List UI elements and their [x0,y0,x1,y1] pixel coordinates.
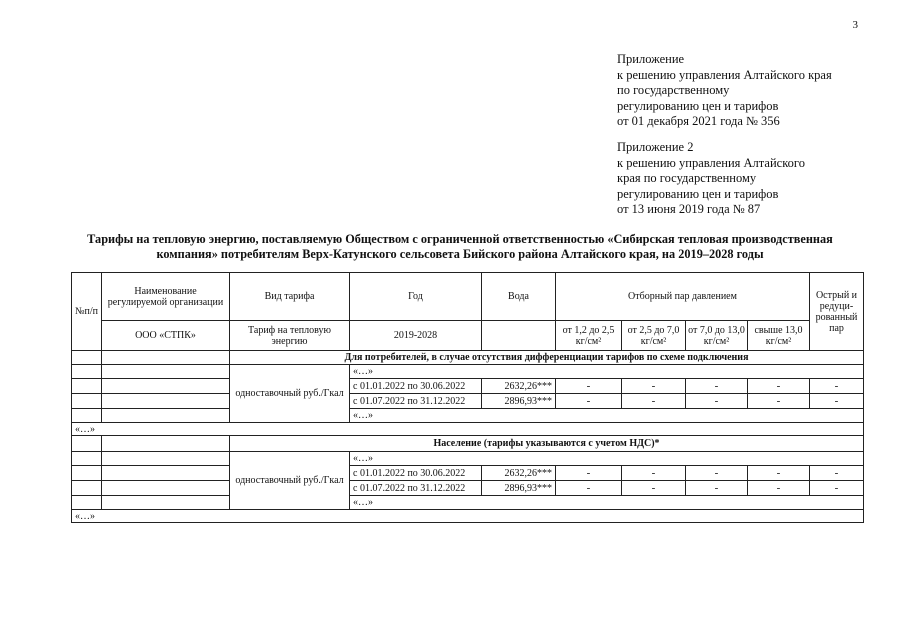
empty-cell [102,481,230,496]
period-cell: с 01.07.2022 по 31.12.2022 [350,481,482,496]
section-1-tariff-kind: одноставочный руб./Гкал [230,365,350,423]
section-2-title: Население (тарифы указываются с учетом НДС)* [230,436,864,452]
dash-cell: - [748,394,810,409]
section-2-ellipsis: «…» [350,452,864,466]
document-title-line: компания» потребителям Верх-Катунского сельсовета Бийского района Алтайского края, на 2019–2028 годы [156,247,764,261]
dash-cell: - [810,466,864,481]
dash-cell: - [622,481,686,496]
period-cell: с 01.07.2022 по 31.12.2022 [350,394,482,409]
empty-cell [102,496,230,510]
empty-cell [102,409,230,423]
appendix-1-line: регулированию цен и тарифов [617,98,779,113]
dash-cell: - [556,394,622,409]
empty-cell [72,436,102,452]
empty-cell [72,466,102,481]
dash-cell: - [556,379,622,394]
document-title-line: Тарифы на тепловую энергию, поставляемую Обществом с ограниченной ответственностью «Сибирская тепловая производственная [87,232,833,246]
section-2-ellipsis: «…» [350,496,864,510]
dash-cell: - [622,394,686,409]
dash-cell: - [748,379,810,394]
dash-cell: - [556,466,622,481]
header-sharp-steam: Острый и редуци-рованный пар [810,273,864,351]
water-cell [482,321,556,351]
dash-cell: - [686,481,748,496]
water-value: 2632,26*** [482,466,556,481]
header-num: №п/п [72,273,102,351]
header-year: Год [350,273,482,321]
empty-cell [102,379,230,394]
header-pressure-4: свыше 13,0 кг/см² [748,321,810,351]
dash-cell: - [748,481,810,496]
dash-cell: - [686,466,748,481]
header-steam: Отборный пар давлением [556,273,810,321]
dash-cell: - [622,466,686,481]
water-value: 2896,93*** [482,394,556,409]
header-org: Наименование регулируемой организации [102,273,230,321]
header-pressure-2: от 2,5 до 7,0 кг/см² [622,321,686,351]
empty-cell [102,466,230,481]
empty-cell [72,452,102,466]
separator-ellipsis: «…» [72,423,864,436]
header-pressure-1: от 1,2 до 2,5 кг/см² [556,321,622,351]
appendix-2-block [617,140,805,218]
section-1-ellipsis: «…» [350,365,864,379]
dash-cell: - [686,379,748,394]
document-title [60,232,860,262]
tariff-name: Тариф на тепловую энергию [230,321,350,351]
dash-cell: - [686,394,748,409]
page-number: 3 [852,19,858,31]
empty-cell [72,394,102,409]
section-2-tariff-kind: одноставочный руб./Гкал [230,452,350,510]
empty-cell [72,351,102,365]
header-water: Вода [482,273,556,321]
period-cell: с 01.01.2022 по 30.06.2022 [350,379,482,394]
org-name: ООО «СТПК» [102,321,230,351]
appendix-2-line: Приложение 2 [617,140,694,154]
end-ellipsis: «…» [72,510,864,523]
appendix-2-line: края по государственному [617,171,757,185]
water-value: 2632,26*** [482,379,556,394]
appendix-2-line: к решению управления Алтайского [617,155,805,170]
appendix-2-line: от 13 июня 2019 года № 87 [617,202,761,216]
dash-cell: - [556,481,622,496]
dash-cell: - [810,379,864,394]
period-cell: с 01.01.2022 по 30.06.2022 [350,466,482,481]
empty-cell [72,496,102,510]
empty-cell [102,365,230,379]
appendix-1-block [617,52,832,130]
empty-cell [102,436,230,452]
dash-cell: - [810,394,864,409]
empty-cell [102,452,230,466]
empty-cell [72,365,102,379]
tariff-table [71,272,864,523]
empty-cell [102,351,230,365]
empty-cell [72,481,102,496]
empty-cell [102,394,230,409]
empty-cell [72,409,102,423]
header-pressure-3: от 7,0 до 13,0 кг/см² [686,321,748,351]
appendix-1-line: Приложение [617,52,685,66]
dash-cell: - [748,466,810,481]
appendix-2-line: регулированию цен и тарифов [617,186,779,201]
dash-cell: - [810,481,864,496]
empty-cell [72,379,102,394]
years-range: 2019-2028 [350,321,482,351]
section-1-title: Для потребителей, в случае отсутствия дифференциации тарифов по схеме подключения [230,351,864,365]
appendix-1-line: от 01 декабря 2021 года № 356 [617,114,780,128]
water-value: 2896,93*** [482,481,556,496]
appendix-1-line: к решению управления Алтайского края [617,67,832,82]
dash-cell: - [622,379,686,394]
header-tariff-type: Вид тарифа [230,273,350,321]
section-1-ellipsis: «…» [350,409,864,423]
appendix-1-line: по государственному [617,83,730,97]
